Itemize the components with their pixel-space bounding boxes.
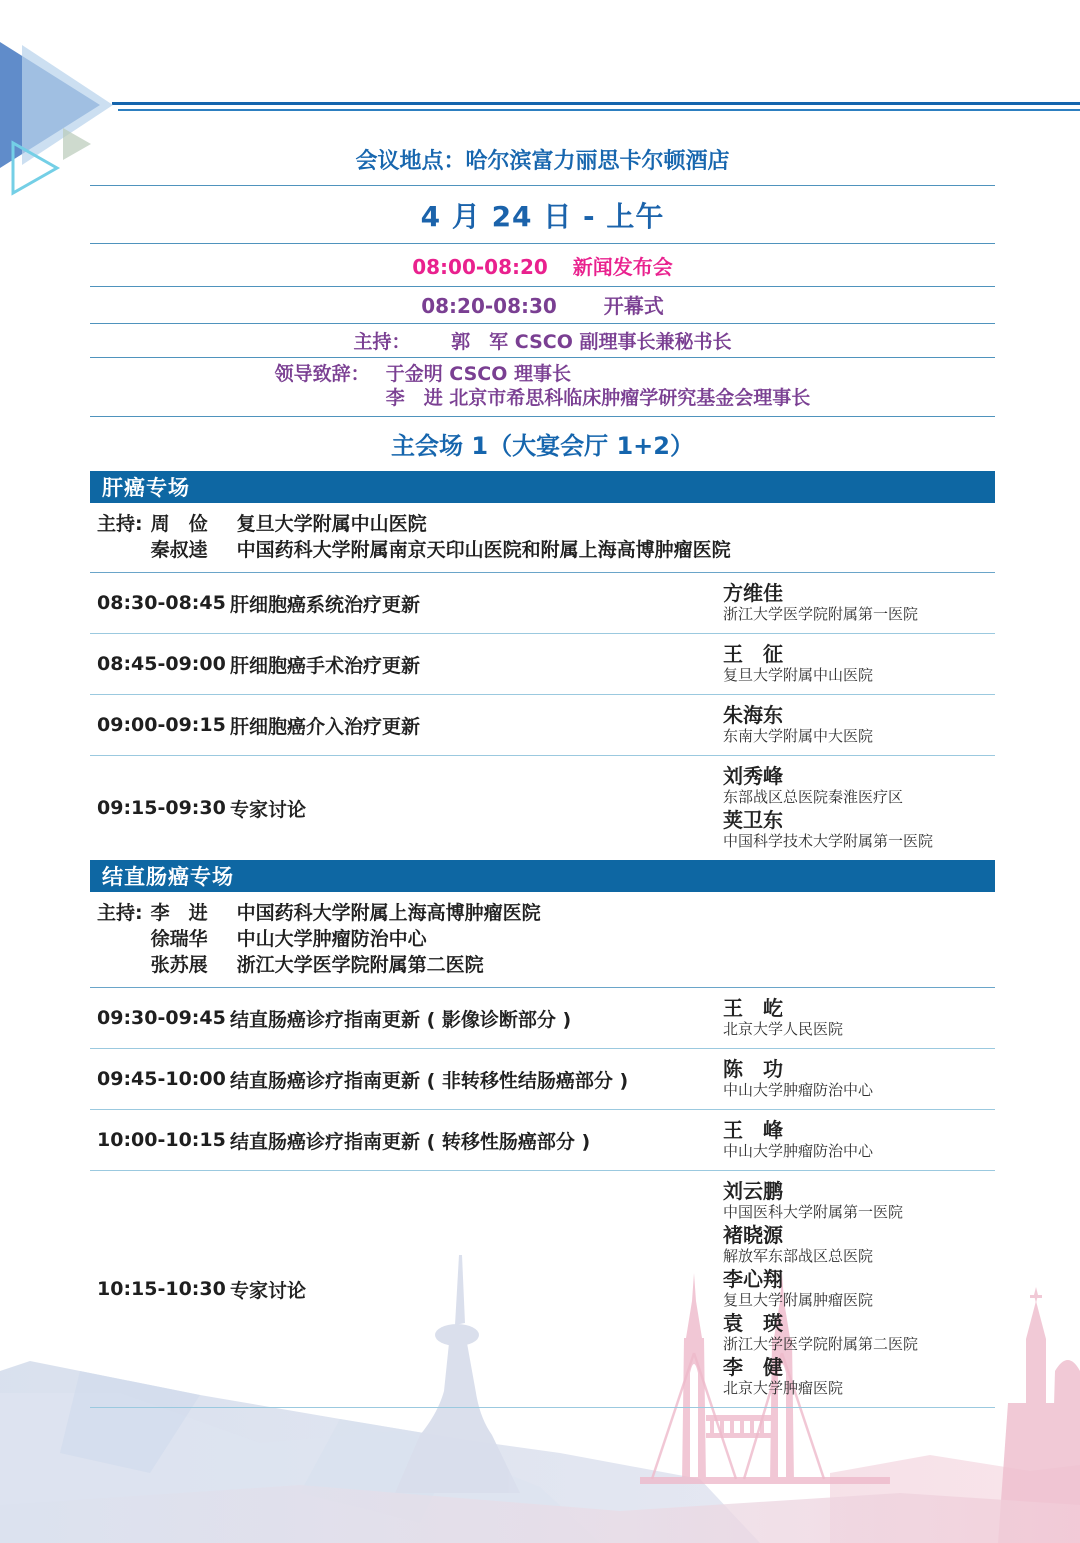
speaker-affiliation: 北京大学肿瘤医院 bbox=[723, 1379, 844, 1397]
chair-name: 徐瑞华 bbox=[150, 928, 208, 950]
row-time: 08:45-09:00 bbox=[97, 653, 226, 675]
speech-speaker-1: 于金明 CSCO 理事长 bbox=[385, 363, 571, 385]
schedule-row bbox=[90, 988, 995, 1049]
speaker-affiliation: 中国科学技术大学附属第一医院 bbox=[723, 832, 934, 850]
row-time: 09:00-09:15 bbox=[97, 714, 226, 736]
speaker-name: 刘秀峰 bbox=[723, 764, 783, 788]
speaker-affiliation: 复旦大学附属中山医院 bbox=[723, 666, 874, 684]
host-label: 主持： bbox=[353, 331, 411, 353]
press-time: 08:00-08:20 bbox=[412, 255, 548, 279]
schedule-row bbox=[90, 695, 995, 756]
speech-speaker-2: 李 进 北京市希思科临床肿瘤学研究基金会理事长 bbox=[385, 387, 811, 409]
speaker-name: 陈 功 bbox=[723, 1057, 783, 1081]
double-rule-bottom bbox=[118, 109, 1080, 111]
row-topic: 肝细胞癌系统治疗更新 bbox=[230, 593, 421, 616]
speaker-name: 刘云鹏 bbox=[723, 1179, 783, 1203]
row-time: 09:30-09:45 bbox=[97, 1007, 226, 1029]
row-topic: 结直肠癌诊疗指南更新 ( 转移性肠癌部分 ) bbox=[230, 1130, 591, 1153]
schedule-row bbox=[90, 634, 995, 695]
session-bar-colorectal: 结直肠癌专场 bbox=[90, 860, 995, 892]
opening-ceremony-row bbox=[90, 287, 995, 324]
speech-label: 领导致辞： bbox=[274, 363, 370, 385]
chair-line bbox=[151, 926, 541, 952]
chair-affiliation: 中山大学肿瘤防治中心 bbox=[236, 928, 427, 950]
speaker-name: 袁 瑛 bbox=[723, 1311, 783, 1335]
speaker-name: 朱海东 bbox=[723, 703, 783, 727]
row-topic: 专家讨论 bbox=[230, 798, 307, 821]
speaker-list bbox=[723, 703, 995, 747]
chair-affiliation: 中国药科大学附属南京天印山医院和附属上海高博肿瘤医院 bbox=[236, 539, 731, 561]
chair-affiliation: 浙江大学医学院附属第二医院 bbox=[236, 954, 484, 976]
chair-affiliation: 中国药科大学附属上海高博肿瘤医院 bbox=[236, 902, 541, 924]
schedule-row bbox=[90, 573, 995, 634]
chair-name: 张苏展 bbox=[150, 954, 208, 976]
speaker-affiliation: 浙江大学医学院附属第二医院 bbox=[723, 1335, 919, 1353]
speaker-affiliation: 中国医科大学附属第一医院 bbox=[723, 1203, 904, 1221]
speaker-list bbox=[723, 1057, 995, 1101]
speaker-affiliation: 浙江大学医学院附属第一医院 bbox=[723, 605, 919, 623]
chair-name: 秦叔逵 bbox=[150, 539, 208, 561]
speech-speakers bbox=[386, 362, 811, 410]
speaker-list bbox=[723, 764, 995, 852]
press-label: 新闻发布会 bbox=[572, 255, 673, 279]
press-conference-row bbox=[90, 244, 995, 287]
speaker-affiliation: 复旦大学附属肿瘤医院 bbox=[723, 1291, 874, 1309]
chair-name: 周 俭 bbox=[150, 513, 208, 535]
row-time: 10:00-10:15 bbox=[97, 1129, 226, 1151]
chair-line bbox=[151, 952, 541, 978]
speaker-name: 王 屹 bbox=[723, 996, 783, 1020]
row-topic: 肝细胞癌手术治疗更新 bbox=[230, 654, 421, 677]
speaker-name: 王 峰 bbox=[723, 1118, 783, 1142]
schedule-row-discussion bbox=[90, 756, 995, 860]
row-time: 10:15-10:30 bbox=[97, 1278, 226, 1300]
schedule-row bbox=[90, 1110, 995, 1171]
schedule-row bbox=[90, 1049, 995, 1110]
speaker-list bbox=[723, 996, 995, 1040]
chairs-label: 主持: bbox=[97, 513, 143, 535]
speaker-name: 荚卫东 bbox=[723, 808, 783, 832]
speaker-list bbox=[723, 1118, 995, 1162]
speaker-list bbox=[723, 581, 995, 625]
ceremony-label: 开幕式 bbox=[603, 294, 664, 318]
row-time: 08:30-08:45 bbox=[97, 592, 226, 614]
row-time: 09:45-10:00 bbox=[97, 1068, 226, 1090]
speaker-name: 李 健 bbox=[723, 1355, 783, 1379]
speaker-name: 褚晓源 bbox=[723, 1223, 783, 1247]
row-time: 09:15-09:30 bbox=[97, 797, 226, 819]
ceremony-host-row bbox=[90, 324, 995, 358]
speaker-name: 王 征 bbox=[723, 642, 783, 666]
speaker-name: 李心翔 bbox=[723, 1267, 783, 1291]
speaker-affiliation: 东部战区总医院秦淮医疗区 bbox=[723, 788, 904, 806]
speaker-list bbox=[723, 642, 995, 686]
session-chairs bbox=[90, 892, 995, 988]
speaker-affiliation: 北京大学人民医院 bbox=[723, 1020, 844, 1038]
chair-name: 李 进 bbox=[150, 902, 208, 924]
double-rule-top bbox=[112, 102, 1080, 105]
host-name: 郭 军 CSCO 副理事长兼秘书长 bbox=[451, 331, 732, 353]
row-topic: 结直肠癌诊疗指南更新 ( 影像诊断部分 ) bbox=[230, 1008, 572, 1031]
session-bar-liver: 肝癌专场 bbox=[90, 471, 995, 503]
venue-heading: 会议地点：哈尔滨富力丽思卡尔顿酒店 bbox=[90, 138, 995, 186]
speaker-name: 方维佳 bbox=[723, 581, 783, 605]
chair-line bbox=[151, 537, 731, 563]
chair-line bbox=[151, 511, 731, 537]
row-topic: 专家讨论 bbox=[230, 1279, 307, 1302]
speaker-affiliation: 中山大学肿瘤防治中心 bbox=[723, 1142, 874, 1160]
row-topic: 结直肠癌诊疗指南更新 ( 非转移性结肠癌部分 ) bbox=[230, 1069, 629, 1092]
leader-speech-row bbox=[90, 358, 995, 417]
chair-line bbox=[151, 900, 541, 926]
chairs-label: 主持: bbox=[97, 902, 143, 924]
speaker-affiliation: 东南大学附属中大医院 bbox=[723, 727, 874, 745]
schedule-row-discussion bbox=[90, 1171, 995, 1408]
chair-affiliation: 复旦大学附属中山医院 bbox=[236, 513, 427, 535]
row-topic: 肝细胞癌介入治疗更新 bbox=[230, 715, 421, 738]
speaker-affiliation: 解放军东部战区总医院 bbox=[723, 1247, 874, 1265]
speaker-list bbox=[723, 1179, 995, 1399]
speaker-affiliation: 中山大学肿瘤防治中心 bbox=[723, 1081, 874, 1099]
program-content bbox=[90, 138, 995, 1408]
hall-heading: 主会场 1（大宴会厅 1+2） bbox=[391, 432, 694, 460]
ceremony-time: 08:20-08:30 bbox=[421, 294, 557, 318]
date-heading: 4 月 24 日 - 上午 bbox=[90, 186, 995, 244]
session-chairs bbox=[90, 503, 995, 573]
